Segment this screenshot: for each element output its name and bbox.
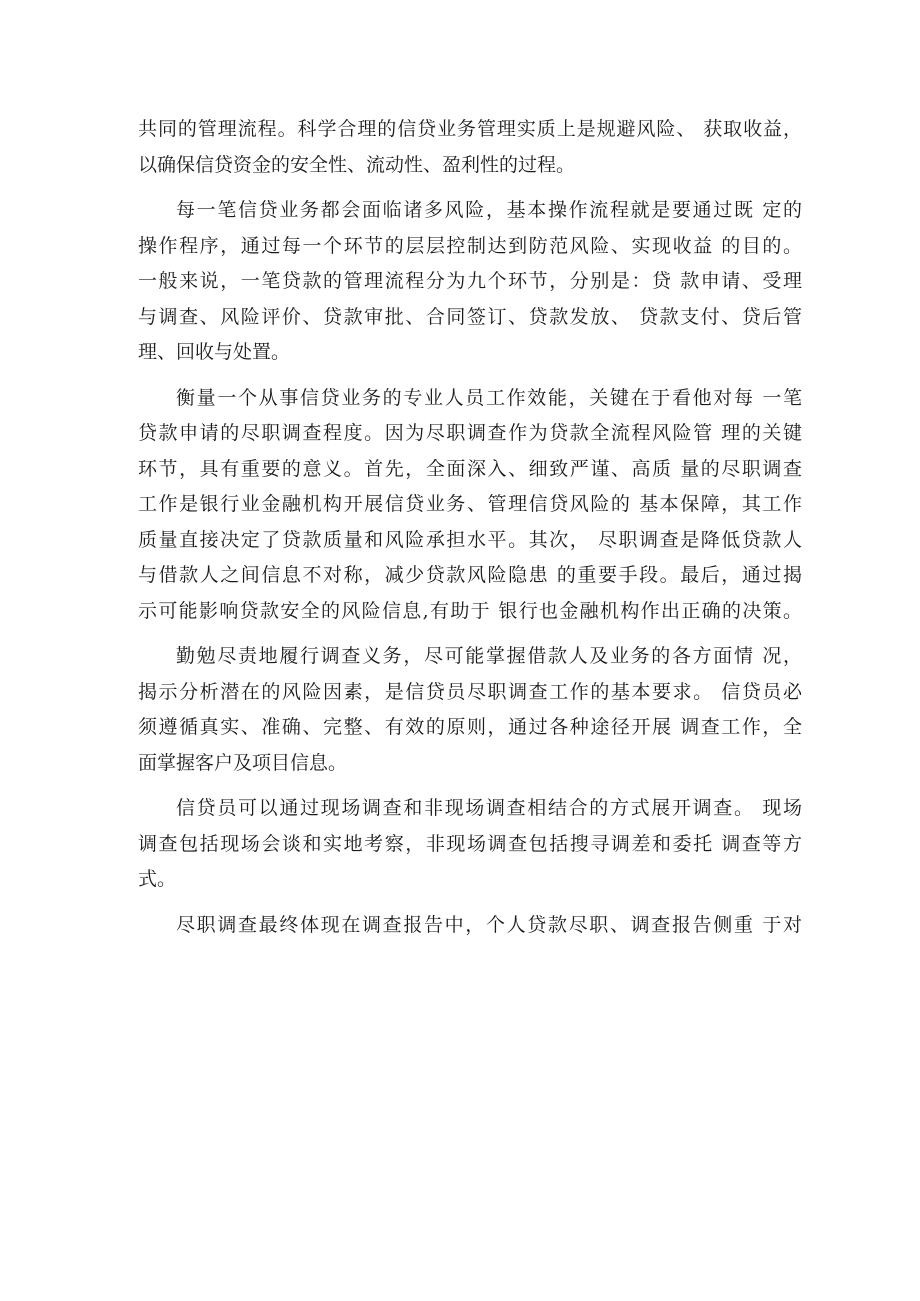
text-line: 一般来说，一笔贷款的管理流程分为九个环节，分别是：贷 款申请、受理 xyxy=(138,270,802,292)
text-line: 衡量一个从事信贷业务的专业人员工作效能，关键在于看他对每 一笔 xyxy=(176,386,802,409)
text-line: 调查包括现场会谈和实地考察，非现场调查包括搜寻调差和委托 调查等方 xyxy=(138,832,802,855)
paragraph-2 xyxy=(138,193,802,371)
paragraph-3 xyxy=(138,381,802,630)
text-line: 与借款人之间信息不对称，减少贷款风险隐患 的重要手段。最后，通过揭 xyxy=(138,564,802,586)
paragraph-1 xyxy=(138,112,802,183)
text-line: 工作是银行业金融机构开展信贷业务、管理信贷风险的 基本保障，其工作 xyxy=(138,493,802,515)
text-line: 勤勉尽责地履行调查义务，尽可能掌握借款人及业务的各方面情 况， xyxy=(176,645,802,667)
text-line: 与调查、风险评价、贷款审批、合同签订、贷款发放、 贷款支付、贷后管 xyxy=(138,305,802,328)
text-line: 每一笔信贷业务都会面临诸多风险，基本操作流程就是要通过既 定的 xyxy=(176,199,802,221)
paragraph-6 xyxy=(138,908,802,944)
text-line: 信贷员可以通过现场调查和非现场调查相结合的方式展开调查。 现场 xyxy=(176,797,802,819)
text-line: 式。 xyxy=(138,868,177,890)
body-text xyxy=(138,112,802,943)
text-line: 操作程序，通过每一个环节的层层控制达到防范风险、实现收益 的目的。 xyxy=(138,234,802,257)
text-line: 质量直接决定了贷款质量和风险承担水平。其次， 尽职调查是降低贷款人 xyxy=(138,528,802,551)
text-line: 共同的管理流程。科学合理的信贷业务管理实质上是规避风险、 获取收益， xyxy=(138,118,802,140)
text-line: 面掌握客户及项目信息。 xyxy=(138,751,348,774)
text-line: 环节，具有重要的意义。首先，全面深入、细致严谨、高质 量的尽职调查 xyxy=(138,457,802,480)
text-line: 贷款申请的尽职调查程度。因为尽职调查作为贷款全流程风险管 理的关键 xyxy=(138,422,802,444)
text-line: 以确保信贷资金的安全性、流动性、盈利性的过程。 xyxy=(138,153,576,176)
paragraph-4 xyxy=(138,639,802,781)
text-line: 须遵循真实、准确、完整、有效的原则，通过各种途径开展 调查工作，全 xyxy=(138,716,802,738)
text-line: 揭示分析潜在的风险因素，是信贷员尽职调查工作的基本要求。 信贷员必 xyxy=(138,680,802,703)
text-line: 尽职调查最终体现在调查报告中，个人贷款尽职、调查报告侧重 于对 xyxy=(176,913,802,936)
paragraph-5 xyxy=(138,791,802,898)
text-line: 理、回收与处置。 xyxy=(138,341,291,363)
text-line: 示可能影响贷款安全的风险信息,有助于 银行也金融机构作出正确的决策。 xyxy=(138,599,802,622)
